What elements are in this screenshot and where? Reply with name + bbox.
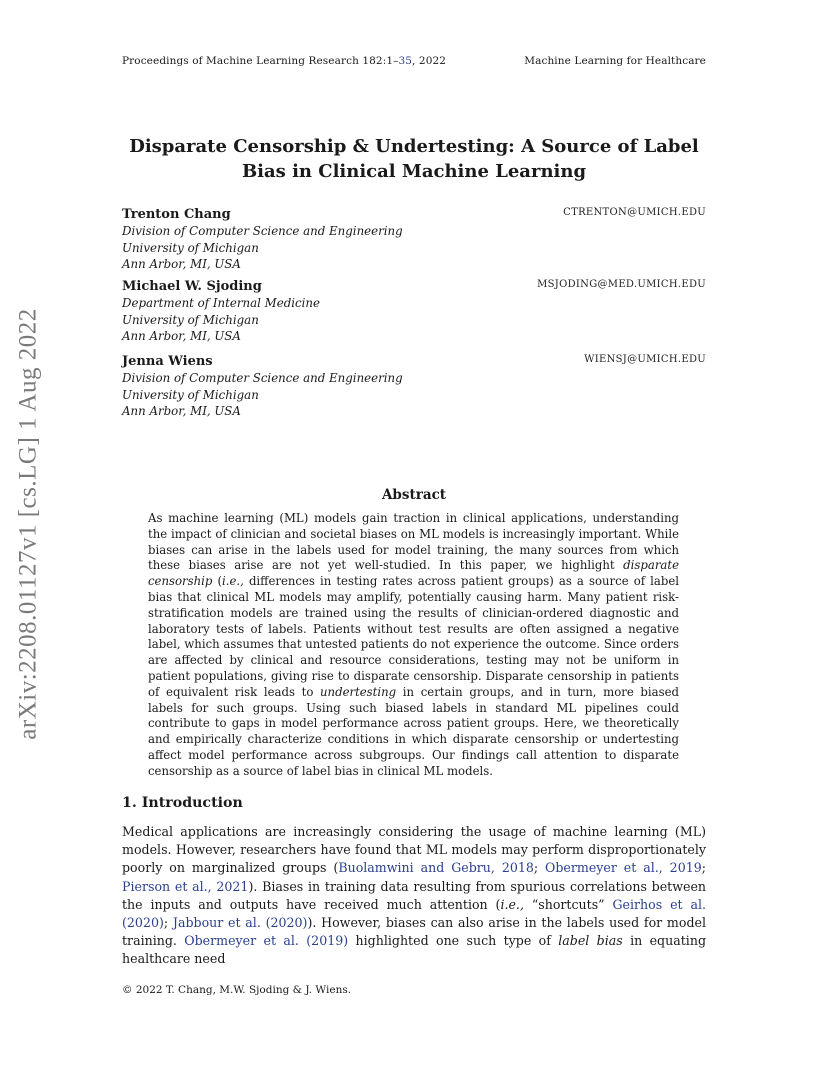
abstract-text: in certain groups, and in turn, more biased labels for such groups. Using such biased labels in standard ML pipelines could contribute to gaps in model performance across patient groups. Here, we theoretically and empirically characterize conditions in which disparate censorship or undertesting affect model performance across subgroups. Our findings call attention to disparate censorship as a source of label bias in clinical ML models. bbox=[148, 684, 680, 778]
author-affiliation-line: Ann Arbor, MI, USA bbox=[122, 404, 241, 418]
author-name: Michael W. Sjoding bbox=[122, 279, 262, 294]
citation-link[interactable]: Jabbour et al. (2020) bbox=[172, 915, 308, 931]
citation-link[interactable]: Buolamwini and Gebru, 2018 bbox=[338, 860, 534, 876]
citation-link[interactable]: Geirhos et al. (2020) bbox=[122, 896, 707, 931]
arxiv-stamp bbox=[12, 291, 46, 756]
intro-text: “shortcuts” bbox=[523, 896, 613, 912]
intro-emphasis: label bias bbox=[558, 933, 623, 949]
intro-text: ; bbox=[701, 860, 706, 876]
intro-text: ; bbox=[533, 860, 546, 876]
author-affiliation-line: Department of Internal Medicine bbox=[122, 296, 320, 310]
citation-link[interactable]: Pierson et al., 2021 bbox=[122, 878, 249, 894]
author-email[interactable]: CTRENTON@UMICH.EDU bbox=[563, 207, 706, 218]
abstract-emphasis: i.e., bbox=[222, 574, 244, 589]
running-header-right: Machine Learning for Healthcare bbox=[524, 55, 706, 67]
author-email[interactable]: MSJODING@MED.UMICH.EDU bbox=[537, 279, 706, 290]
intro-text: Medical applications are increasingly considering the usage of machine learning (ML) models. However, researchers have found that ML models may perform disproportionately poorly on marginalized groups ( bbox=[122, 824, 706, 876]
header-page-link[interactable]: 35 bbox=[398, 55, 413, 67]
abstract-emphasis: undertesting bbox=[320, 684, 397, 699]
intro-text: ; bbox=[163, 915, 173, 931]
header-year: , 2022 bbox=[412, 55, 447, 67]
abstract-text: ( bbox=[212, 574, 223, 589]
author-block bbox=[122, 206, 706, 273]
copyright-footer: © 2022 T. Chang, M.W. Sjoding & J. Wiens. bbox=[122, 984, 352, 996]
author-affiliation-line: University of Michigan bbox=[122, 240, 259, 255]
abstract-text: As machine learning (ML) models gain traction in clinical applications, understanding the impact of clinician and societal biases on ML models is increasingly important. While biases can arise in the labels used for model training, the many sources from which these biases arise are not yet well-studied. In this paper, we highlight bbox=[148, 511, 679, 573]
header-proceedings: Proceedings of Machine Learning Research 182:1– bbox=[122, 55, 399, 67]
intro-text: ). Biases in training data resulting from spurious correlations between the inputs and outputs have received much attention ( bbox=[122, 878, 707, 912]
author-affiliation-line: Division of Computer Science and Engineering bbox=[122, 371, 403, 385]
intro-text: ). However, biases can also arise in the labels used for model training. bbox=[122, 915, 706, 949]
citation-link[interactable]: Obermeyer et al. (2019) bbox=[184, 933, 349, 949]
abstract-body bbox=[148, 511, 679, 780]
author-affiliation-line: Ann Arbor, MI, USA bbox=[122, 329, 241, 343]
intro-text: highlighted one such type of bbox=[348, 933, 559, 949]
author-email[interactable]: WIENSJ@UMICH.EDU bbox=[584, 354, 706, 365]
paper-title: Disparate Censorship & Undertesting: A Source of Label Bias in Clinical Machine Learning bbox=[129, 136, 699, 182]
introduction-paragraph bbox=[122, 823, 706, 969]
author-affiliation-line: University of Michigan bbox=[122, 387, 259, 402]
author-name: Jenna Wiens bbox=[122, 354, 213, 369]
running-header-left bbox=[122, 55, 446, 67]
citation-link[interactable]: Obermeyer et al., 2019 bbox=[545, 860, 702, 876]
author-block bbox=[122, 353, 706, 420]
arxiv-stamp-text: arXiv:2208.01127v1 [cs.LG] 1 Aug 2022 bbox=[15, 307, 43, 740]
abstract-emphasis: disparate censorship bbox=[148, 558, 679, 589]
intro-emphasis: i.e., bbox=[500, 896, 524, 912]
section-heading-introduction: 1. Introduction bbox=[122, 795, 243, 811]
abstract-text: differences in testing rates across patient groups) as a source of label bias that clinical ML models may amplify, potentially causing harm. Many patient risk-stratification models are trained using the results of clinician-ordered diagnostic and laboratory tests of labels. Patients without test results are often assigned a negative label, which assumes that untested patients do not experience the outcome. Since orders are affected by clinical and resource considerations, testing may not be uniform in patient populations, giving rise to disparate censorship. Disparate censorship in patients of equivalent risk leads to bbox=[148, 574, 680, 699]
author-affiliation-line: Ann Arbor, MI, USA bbox=[122, 257, 241, 271]
intro-text: in equating healthcare need bbox=[122, 933, 706, 967]
author-block bbox=[122, 278, 706, 345]
author-name: Trenton Chang bbox=[122, 207, 231, 222]
abstract-heading: Abstract bbox=[381, 487, 447, 503]
author-affiliation-line: Division of Computer Science and Engineering bbox=[122, 224, 403, 238]
author-affiliation-line: University of Michigan bbox=[122, 312, 259, 327]
